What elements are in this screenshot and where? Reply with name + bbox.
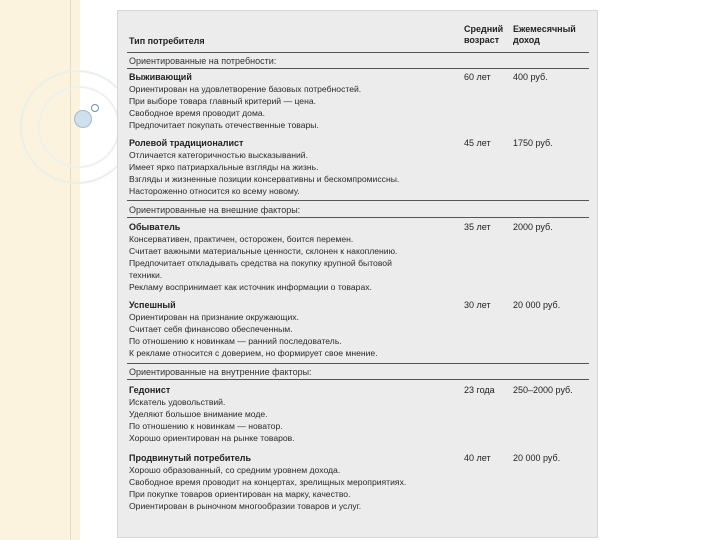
section-divider <box>127 363 589 364</box>
table-header <box>117 10 598 48</box>
section-divider <box>127 217 589 218</box>
consumer-income: 250–2000 руб. <box>513 385 573 395</box>
consumer-description-line: Считает себя финансово обеспеченным. <box>129 324 293 334</box>
section-title: Ориентированные на потребности: <box>129 56 277 66</box>
header-average-age <box>464 24 510 46</box>
consumer-description-line: Имеет ярко патриархальные взгляды на жизнь. <box>129 162 319 172</box>
consumer-description-line: Взгляды и жизненные позиции консервативны и бескомпромиссны. <box>129 174 400 184</box>
consumer-type-name: Продвинутый потребитель <box>129 453 252 463</box>
section-divider <box>127 68 589 69</box>
consumer-income: 1750 руб. <box>513 138 553 148</box>
consumer-type-name: Выживающий <box>129 72 192 82</box>
section-title: Ориентированные на внешние факторы: <box>129 205 301 215</box>
consumer-description-line: Искатель удовольствий. <box>129 397 226 407</box>
consumer-age: 60 лет <box>464 72 491 82</box>
consumer-description-line: Предпочитает покупать отечественные товары. <box>129 120 319 130</box>
consumer-description-line: По отношению к новинкам — ранний последователь. <box>129 336 342 346</box>
consumer-description-line: При выборе товара главный критерий — цена. <box>129 96 316 106</box>
decorative-dot-small <box>91 104 99 112</box>
section-divider <box>127 379 589 380</box>
header-divider <box>127 52 589 53</box>
consumer-description-line: К рекламе относится с доверием, но формирует свое мнение. <box>129 348 378 358</box>
consumer-income: 2000 руб. <box>513 222 553 232</box>
header-age-line2: возраст <box>464 35 500 45</box>
consumer-age: 45 лет <box>464 138 491 148</box>
consumer-description-line: Уделяют большое внимание моде. <box>129 409 268 419</box>
header-consumer-type: Тип потребителя <box>129 36 205 46</box>
header-age-line1: Средний <box>464 24 504 34</box>
consumer-type-name: Гедонист <box>129 385 171 395</box>
consumer-description-line: Консервативен, практичен, осторожен, боится перемен. <box>129 234 354 244</box>
consumer-description-line: Отличается категоричностью высказываний. <box>129 150 308 160</box>
consumer-income: 20 000 руб. <box>513 453 561 463</box>
section-title: Ориентированные на внутренние факторы: <box>129 367 312 377</box>
consumer-description-line: Предпочитает откладывать средства на покупку крупной бытовой <box>129 258 392 268</box>
consumer-age: 23 года <box>464 385 495 395</box>
consumer-description-line: техники. <box>129 270 163 280</box>
consumer-description-line: Хорошо ориентирован на рынке товаров. <box>129 433 295 443</box>
consumer-description-line: Хорошо образованный, со средним уровнем дохода. <box>129 465 341 475</box>
consumer-description-line: Ориентирован в рыночном многообразии товаров и услуг. <box>129 501 362 511</box>
consumer-type-name: Обыватель <box>129 222 181 232</box>
consumer-description-line: Ориентирован на признание окружающих. <box>129 312 299 322</box>
header-income-line2: доход <box>513 35 540 45</box>
consumer-age: 30 лет <box>464 300 491 310</box>
decorative-dot <box>74 110 92 128</box>
consumer-description-line: Настороженно относится ко всему новому. <box>129 186 300 196</box>
consumer-age: 35 лет <box>464 222 491 232</box>
consumer-type-name: Успешный <box>129 300 176 310</box>
header-income-line1: Ежемесячный <box>513 24 576 34</box>
consumer-income: 20 000 руб. <box>513 300 561 310</box>
consumer-description-line: Считает важными материальные ценности, склонен к накоплению. <box>129 246 398 256</box>
consumer-age: 40 лет <box>464 453 491 463</box>
consumer-type-name: Ролевой традиционалист <box>129 138 244 148</box>
consumer-description-line: Ориентирован на удовлетворение базовых потребностей. <box>129 84 362 94</box>
scanned-table-document <box>117 10 598 538</box>
section-divider <box>127 200 589 201</box>
consumer-description-line: Свободное время проводит на концертах, зрелищных мероприятиях. <box>129 477 407 487</box>
consumer-income: 400 руб. <box>513 72 548 82</box>
consumer-description-line: Рекламу воспринимает как источник информации о товарах. <box>129 282 372 292</box>
header-monthly-income <box>513 24 593 46</box>
consumer-description-line: При покупке товаров ориентирован на марку, качество. <box>129 489 351 499</box>
consumer-description-line: По отношению к новинкам — новатор. <box>129 421 283 431</box>
consumer-description-line: Свободное время проводит дома. <box>129 108 266 118</box>
